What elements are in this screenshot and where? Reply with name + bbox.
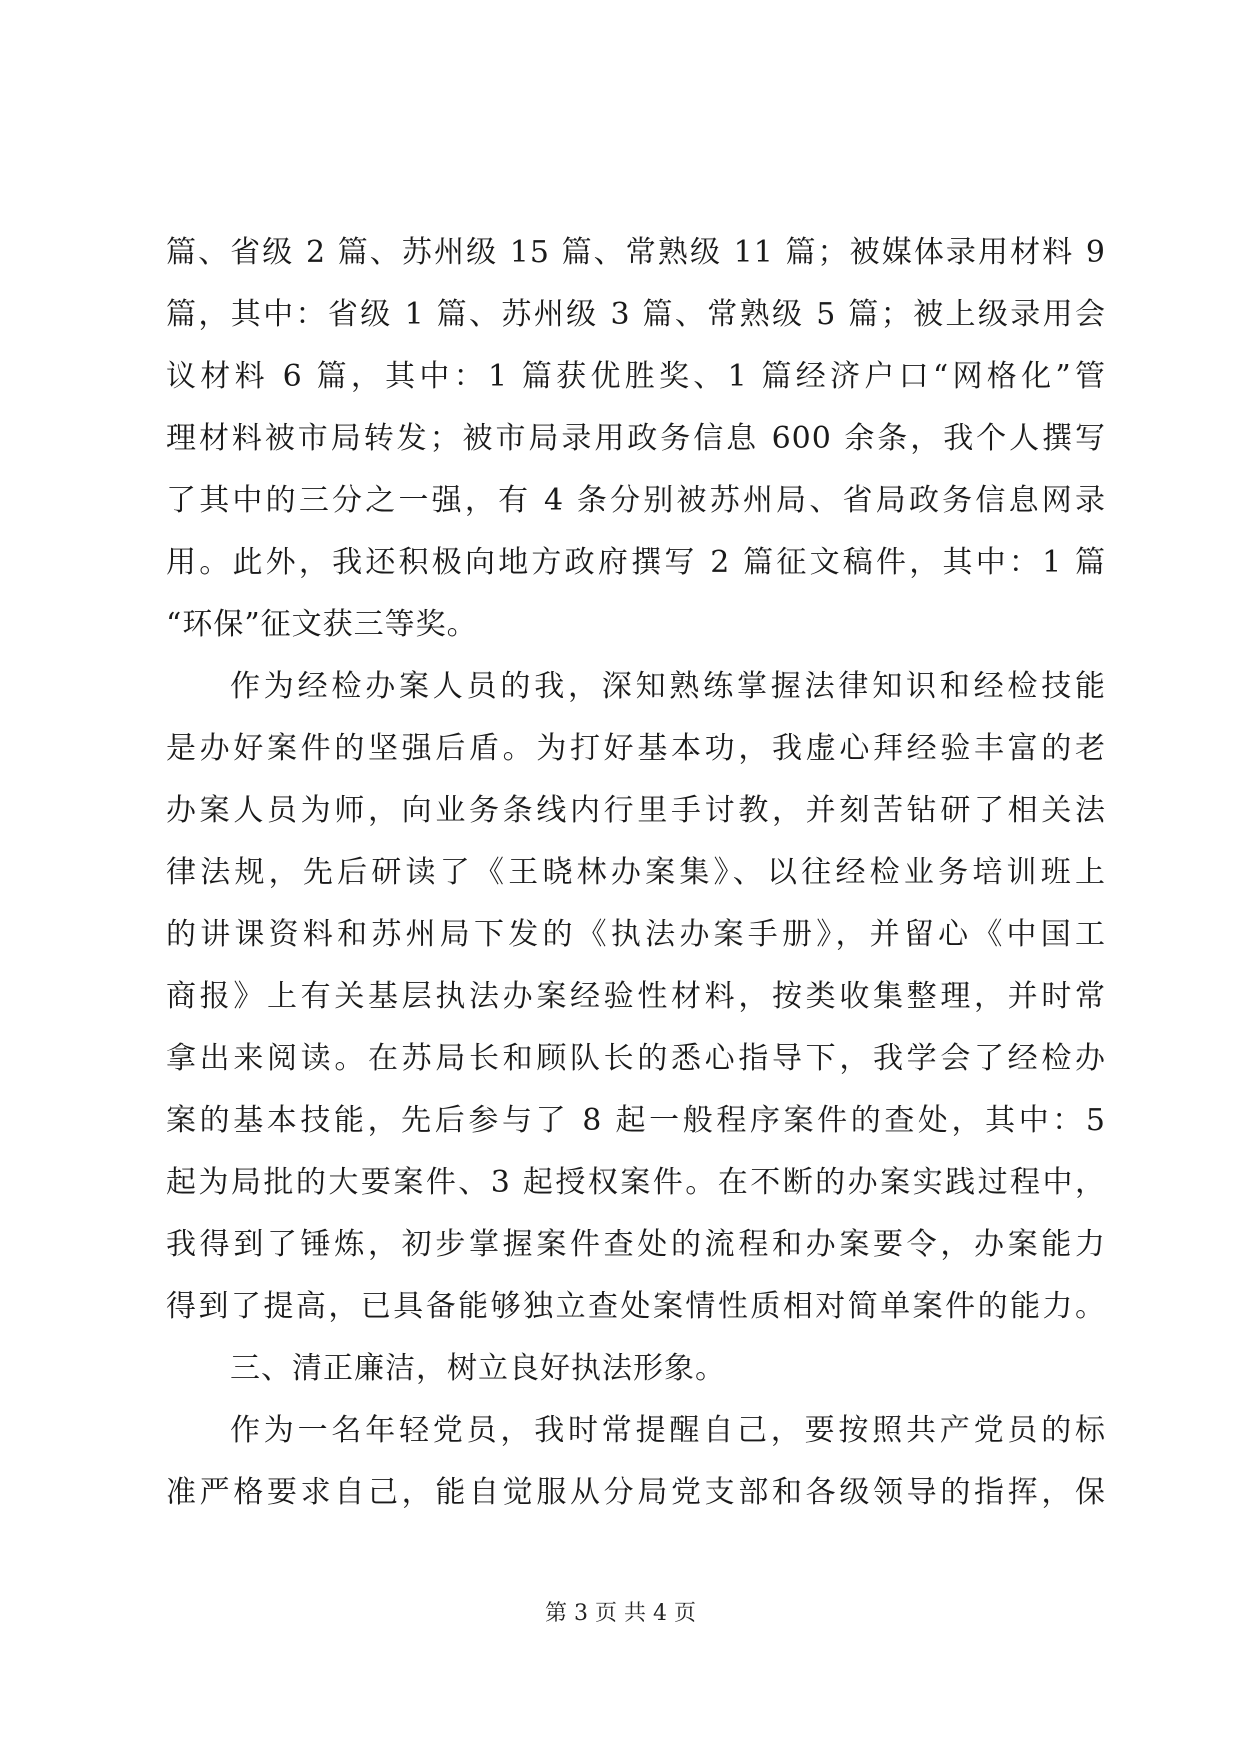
text-line: 作为一名年轻党员，我时常提醒自己，要按照共产党员的标	[230, 1413, 1106, 1448]
text-line: 篇，其中：省级 1 篇、苏州级 3 篇、常熟级 5 篇；被上级录用会	[166, 297, 1106, 332]
page-number-footer: 第 3 页 共 4 页	[545, 1601, 696, 1626]
text-line: 的讲课资料和苏州局下发的《执法办案手册》，并留心《中国工	[166, 917, 1106, 952]
text-line: 是办好案件的坚强后盾。为打好基本功，我虚心拜经验丰富的老	[166, 731, 1106, 766]
text-line: 议材料 6 篇，其中：1 篇获优胜奖、1 篇经济户口“网格化”管	[166, 359, 1106, 394]
text-line: 我得到了锤炼，初步掌握案件查处的流程和办案要令，办案能力	[166, 1227, 1106, 1262]
text-line: 准严格要求自己，能自觉服从分局党支部和各级领导的指挥，保	[166, 1475, 1106, 1510]
text-line: 用。此外，我还积极向地方政府撰写 2 篇征文稿件，其中：1 篇	[166, 545, 1106, 580]
text-line: 了其中的三分之一强，有 4 条分别被苏州局、省局政务信息网录	[166, 483, 1106, 518]
text-line: 商报》上有关基层执法办案经验性材料，按类收集整理，并时常	[166, 979, 1106, 1014]
text-line: 办案人员为师，向业务条线内行里手讨教，并刻苦钻研了相关法	[166, 793, 1106, 828]
text-line: 作为经检办案人员的我，深知熟练掌握法律知识和经检技能	[230, 669, 1106, 704]
text-line: 拿出来阅读。在苏局长和顾队长的悉心指导下，我学会了经检办	[166, 1041, 1106, 1076]
text-line: 理材料被市局转发；被市局录用政务信息 600 余条，我个人撰写	[166, 421, 1106, 456]
text-line: 起为局批的大要案件、3 起授权案件。在不断的办案实践过程中，	[166, 1165, 1106, 1200]
text-line: “环保”征文获三等奖。	[166, 607, 478, 642]
document-body	[166, 222, 1106, 1524]
text-line: 得到了提高，已具备能够独立查处案情性质相对简单案件的能力。	[166, 1289, 1106, 1324]
text-line: 篇、省级 2 篇、苏州级 15 篇、常熟级 11 篇；被媒体录用材料 9	[166, 235, 1106, 270]
section-heading: 三、清正廉洁，树立良好执法形象。	[230, 1351, 726, 1386]
text-line: 案的基本技能，先后参与了 8 起一般程序案件的查处，其中：5	[166, 1103, 1106, 1138]
text-line: 律法规，先后研读了《王晓林办案集》、以往经检业务培训班上	[166, 855, 1106, 890]
